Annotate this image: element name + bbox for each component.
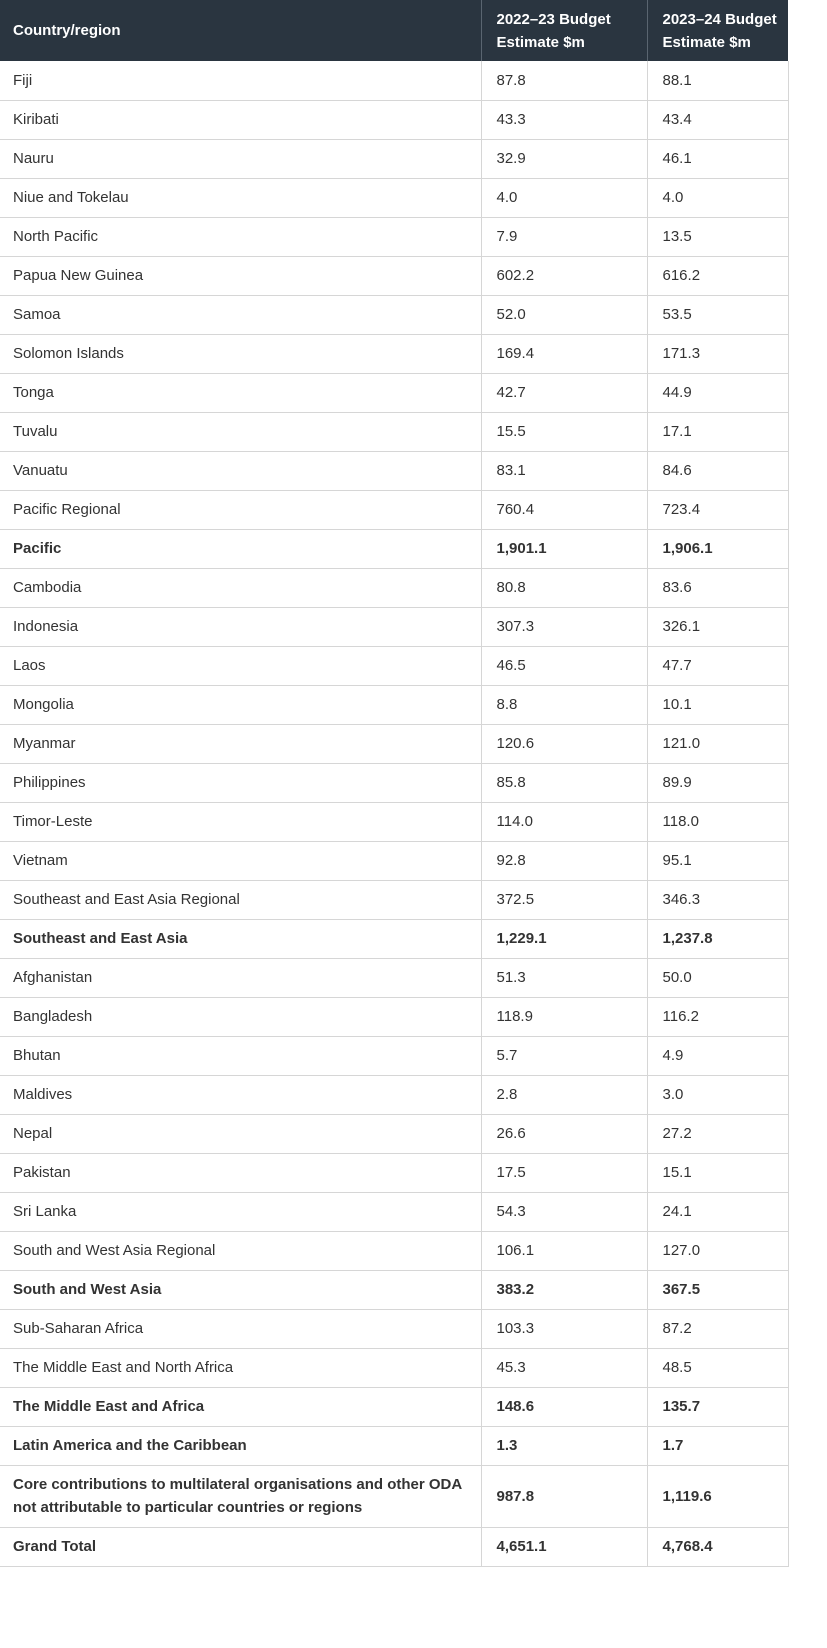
cell-budget-2023-24: 171.3 [647,334,788,373]
cell-budget-2022-23: 32.9 [481,139,647,178]
cell-country-region: Pacific Regional [0,490,481,529]
cell-country-region: Papua New Guinea [0,256,481,295]
cell-budget-2023-24: 27.2 [647,1114,788,1153]
table-row [0,997,788,1036]
cell-country-region: North Pacific [0,217,481,256]
table-row [0,958,788,997]
table-row-subtotal [0,529,788,568]
cell-budget-2022-23: 602.2 [481,256,647,295]
table-row [0,724,788,763]
cell-budget-2023-24: 13.5 [647,217,788,256]
table-row [0,373,788,412]
table-row [0,880,788,919]
cell-country-region: Tonga [0,373,481,412]
cell-country-region: Bhutan [0,1036,481,1075]
cell-budget-2023-24: 44.9 [647,373,788,412]
cell-country-region: Niue and Tokelau [0,178,481,217]
cell-budget-2023-24: 4.9 [647,1036,788,1075]
cell-budget-2022-23: 4.0 [481,178,647,217]
cell-budget-2023-24: 1,906.1 [647,529,788,568]
cell-budget-2023-24: 1,119.6 [647,1465,788,1527]
cell-country-region: Mongolia [0,685,481,724]
cell-budget-2023-24: 1.7 [647,1426,788,1465]
cell-budget-2022-23: 120.6 [481,724,647,763]
column-header-country: Country/region [0,0,481,61]
cell-country-region: Latin America and the Caribbean [0,1426,481,1465]
cell-budget-2023-24: 95.1 [647,841,788,880]
cell-budget-2023-24: 367.5 [647,1270,788,1309]
table-row [0,763,788,802]
cell-country-region: Fiji [0,61,481,100]
table-row [0,1231,788,1270]
table-row [0,295,788,334]
cell-country-region: Nepal [0,1114,481,1153]
cell-budget-2023-24: 53.5 [647,295,788,334]
cell-budget-2022-23: 372.5 [481,880,647,919]
cell-budget-2022-23: 169.4 [481,334,647,373]
cell-country-region: Vietnam [0,841,481,880]
table-row [0,256,788,295]
cell-budget-2022-23: 80.8 [481,568,647,607]
cell-budget-2022-23: 4,651.1 [481,1527,647,1566]
cell-budget-2023-24: 616.2 [647,256,788,295]
cell-budget-2022-23: 383.2 [481,1270,647,1309]
cell-country-region: Kiribati [0,100,481,139]
cell-country-region: Nauru [0,139,481,178]
cell-budget-2023-24: 87.2 [647,1309,788,1348]
cell-budget-2023-24: 118.0 [647,802,788,841]
cell-budget-2022-23: 5.7 [481,1036,647,1075]
cell-country-region: Vanuatu [0,451,481,490]
cell-budget-2022-23: 118.9 [481,997,647,1036]
cell-country-region: Sub-Saharan Africa [0,1309,481,1348]
table-row-subtotal [0,919,788,958]
cell-budget-2023-24: 4,768.4 [647,1527,788,1566]
table-row [0,139,788,178]
table-row [0,607,788,646]
table-row-subtotal [0,1527,788,1566]
cell-budget-2023-24: 121.0 [647,724,788,763]
cell-budget-2022-23: 87.8 [481,61,647,100]
table-row [0,646,788,685]
cell-budget-2022-23: 45.3 [481,1348,647,1387]
table-row-subtotal [0,1270,788,1309]
table-row [0,1075,788,1114]
cell-budget-2022-23: 17.5 [481,1153,647,1192]
cell-budget-2023-24: 89.9 [647,763,788,802]
cell-budget-2023-24: 17.1 [647,412,788,451]
cell-country-region: Core contributions to multilateral organisations and other ODA not attributable to particular countries or regions [0,1465,481,1527]
cell-budget-2023-24: 83.6 [647,568,788,607]
cell-budget-2022-23: 54.3 [481,1192,647,1231]
table-row [0,685,788,724]
cell-country-region: Laos [0,646,481,685]
cell-budget-2023-24: 24.1 [647,1192,788,1231]
cell-budget-2023-24: 84.6 [647,451,788,490]
cell-budget-2023-24: 326.1 [647,607,788,646]
cell-budget-2023-24: 127.0 [647,1231,788,1270]
cell-budget-2022-23: 43.3 [481,100,647,139]
cell-country-region: Pakistan [0,1153,481,1192]
cell-country-region: Pacific [0,529,481,568]
cell-country-region: Grand Total [0,1527,481,1566]
cell-country-region: Indonesia [0,607,481,646]
cell-country-region: The Middle East and Africa [0,1387,481,1426]
cell-budget-2023-24: 346.3 [647,880,788,919]
cell-budget-2022-23: 8.8 [481,685,647,724]
cell-country-region: The Middle East and North Africa [0,1348,481,1387]
table-row [0,334,788,373]
cell-budget-2023-24: 135.7 [647,1387,788,1426]
cell-country-region: Afghanistan [0,958,481,997]
cell-country-region: Philippines [0,763,481,802]
table-row-subtotal [0,1387,788,1426]
cell-budget-2023-24: 48.5 [647,1348,788,1387]
cell-country-region: South and West Asia Regional [0,1231,481,1270]
cell-budget-2022-23: 15.5 [481,412,647,451]
table-row [0,1348,788,1387]
table-row [0,451,788,490]
table-header [0,0,788,61]
cell-budget-2022-23: 46.5 [481,646,647,685]
cell-country-region: Cambodia [0,568,481,607]
cell-budget-2023-24: 43.4 [647,100,788,139]
cell-budget-2022-23: 114.0 [481,802,647,841]
table-row-subtotal [0,1426,788,1465]
cell-budget-2023-24: 10.1 [647,685,788,724]
cell-budget-2022-23: 85.8 [481,763,647,802]
cell-budget-2023-24: 723.4 [647,490,788,529]
table-row [0,1192,788,1231]
cell-budget-2022-23: 7.9 [481,217,647,256]
cell-budget-2023-24: 88.1 [647,61,788,100]
cell-country-region: Southeast and East Asia [0,919,481,958]
column-header-2023-24: 2023–24 Budget Estimate $m [647,0,788,61]
cell-country-region: Timor-Leste [0,802,481,841]
cell-budget-2022-23: 42.7 [481,373,647,412]
table-row [0,1309,788,1348]
cell-budget-2023-24: 3.0 [647,1075,788,1114]
cell-budget-2022-23: 1,901.1 [481,529,647,568]
cell-budget-2023-24: 15.1 [647,1153,788,1192]
cell-country-region: Maldives [0,1075,481,1114]
table-row [0,568,788,607]
cell-country-region: Solomon Islands [0,334,481,373]
cell-budget-2023-24: 50.0 [647,958,788,997]
table-row [0,1114,788,1153]
cell-country-region: South and West Asia [0,1270,481,1309]
table-row [0,490,788,529]
cell-budget-2022-23: 307.3 [481,607,647,646]
cell-budget-2023-24: 46.1 [647,139,788,178]
cell-budget-2022-23: 106.1 [481,1231,647,1270]
cell-budget-2023-24: 116.2 [647,997,788,1036]
table-row [0,178,788,217]
table-body [0,61,788,1566]
cell-budget-2022-23: 987.8 [481,1465,647,1527]
cell-budget-2022-23: 1.3 [481,1426,647,1465]
cell-budget-2022-23: 148.6 [481,1387,647,1426]
table-row-subtotal [0,1465,788,1527]
cell-country-region: Tuvalu [0,412,481,451]
cell-budget-2023-24: 1,237.8 [647,919,788,958]
cell-budget-2022-23: 92.8 [481,841,647,880]
cell-budget-2022-23: 26.6 [481,1114,647,1153]
table-row [0,61,788,100]
cell-budget-2022-23: 52.0 [481,295,647,334]
cell-budget-2022-23: 2.8 [481,1075,647,1114]
table-row [0,100,788,139]
cell-country-region: Bangladesh [0,997,481,1036]
cell-country-region: Sri Lanka [0,1192,481,1231]
header-row [0,0,788,61]
cell-budget-2023-24: 47.7 [647,646,788,685]
table-row [0,841,788,880]
table-row [0,1153,788,1192]
cell-budget-2022-23: 51.3 [481,958,647,997]
cell-budget-2022-23: 760.4 [481,490,647,529]
cell-country-region: Southeast and East Asia Regional [0,880,481,919]
table-row [0,412,788,451]
table-row [0,802,788,841]
cell-budget-2022-23: 83.1 [481,451,647,490]
cell-country-region: Samoa [0,295,481,334]
table-row [0,217,788,256]
table-row [0,1036,788,1075]
column-header-2022-23: 2022–23 Budget Estimate $m [481,0,647,61]
cell-budget-2023-24: 4.0 [647,178,788,217]
cell-budget-2022-23: 1,229.1 [481,919,647,958]
cell-country-region: Myanmar [0,724,481,763]
cell-budget-2022-23: 103.3 [481,1309,647,1348]
